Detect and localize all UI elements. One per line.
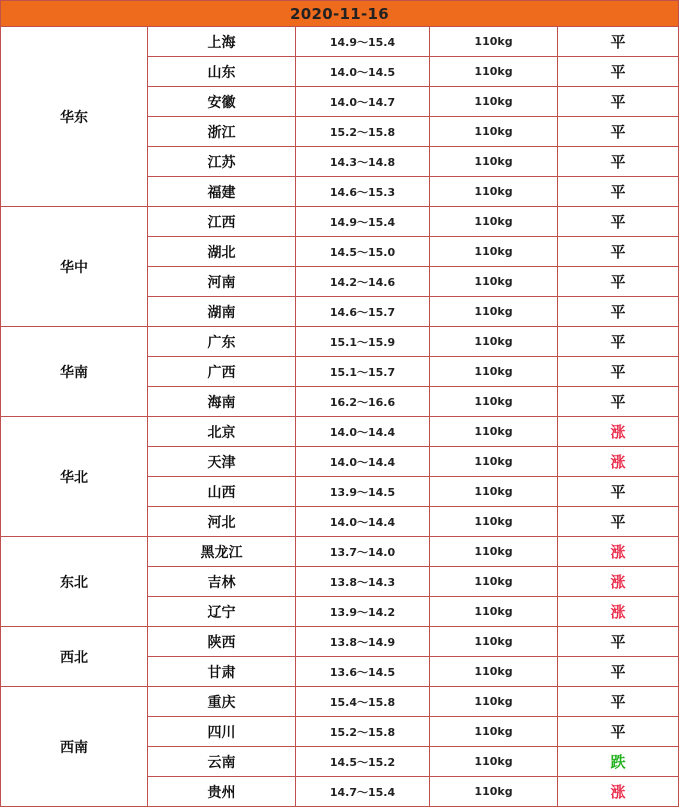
price-cell: 14.5～15.0 (296, 237, 430, 267)
trend-cell: 平 (558, 507, 679, 537)
table-row (1, 687, 679, 717)
table-row (1, 627, 679, 657)
region-cell: 西北 (1, 627, 148, 687)
province-cell: 陕西 (148, 627, 296, 657)
trend-cell: 涨 (558, 567, 679, 597)
trend-cell: 平 (558, 147, 679, 177)
province-cell: 湖南 (148, 297, 296, 327)
trend-cell: 平 (558, 657, 679, 687)
region-cell: 华北 (1, 417, 148, 537)
province-cell: 黑龙江 (148, 537, 296, 567)
province-cell: 天津 (148, 447, 296, 477)
date-header-row (1, 1, 679, 27)
price-cell: 13.8～14.3 (296, 567, 430, 597)
weight-cell: 110kg (430, 357, 558, 387)
weight-cell: 110kg (430, 417, 558, 447)
region-cell: 西南 (1, 687, 148, 807)
table-row (1, 327, 679, 357)
weight-cell: 110kg (430, 477, 558, 507)
price-cell: 14.7～15.4 (296, 777, 430, 807)
weight-cell: 110kg (430, 27, 558, 57)
province-cell: 广东 (148, 327, 296, 357)
region-cell: 华东 (1, 27, 148, 207)
province-cell: 河北 (148, 507, 296, 537)
price-cell: 15.2～15.8 (296, 117, 430, 147)
price-cell: 14.2～14.6 (296, 267, 430, 297)
price-cell: 14.0～14.5 (296, 57, 430, 87)
province-cell: 河南 (148, 267, 296, 297)
table-row (1, 417, 679, 447)
trend-cell: 平 (558, 237, 679, 267)
province-cell: 贵州 (148, 777, 296, 807)
weight-cell: 110kg (430, 147, 558, 177)
trend-cell: 平 (558, 327, 679, 357)
weight-cell: 110kg (430, 237, 558, 267)
province-cell: 辽宁 (148, 597, 296, 627)
trend-cell: 涨 (558, 447, 679, 477)
weight-cell: 110kg (430, 567, 558, 597)
province-cell: 云南 (148, 747, 296, 777)
price-cell: 15.1～15.9 (296, 327, 430, 357)
price-cell: 14.5～15.2 (296, 747, 430, 777)
weight-cell: 110kg (430, 327, 558, 357)
trend-cell: 涨 (558, 597, 679, 627)
table-body (1, 1, 679, 807)
price-cell: 13.7～14.0 (296, 537, 430, 567)
trend-cell: 平 (558, 687, 679, 717)
weight-cell: 110kg (430, 597, 558, 627)
province-cell: 甘肃 (148, 657, 296, 687)
province-cell: 吉林 (148, 567, 296, 597)
weight-cell: 110kg (430, 627, 558, 657)
province-cell: 重庆 (148, 687, 296, 717)
price-cell: 13.8～14.9 (296, 627, 430, 657)
weight-cell: 110kg (430, 177, 558, 207)
province-cell: 江苏 (148, 147, 296, 177)
weight-cell: 110kg (430, 207, 558, 237)
price-cell: 14.9～15.4 (296, 27, 430, 57)
province-cell: 浙江 (148, 117, 296, 147)
weight-cell: 110kg (430, 387, 558, 417)
region-cell: 东北 (1, 537, 148, 627)
trend-cell: 平 (558, 117, 679, 147)
province-cell: 江西 (148, 207, 296, 237)
weight-cell: 110kg (430, 777, 558, 807)
weight-cell: 110kg (430, 687, 558, 717)
trend-cell: 平 (558, 357, 679, 387)
price-cell: 14.0～14.7 (296, 87, 430, 117)
province-cell: 福建 (148, 177, 296, 207)
price-cell: 13.9～14.2 (296, 597, 430, 627)
price-cell: 14.6～15.3 (296, 177, 430, 207)
price-cell: 15.2～15.8 (296, 717, 430, 747)
trend-cell: 平 (558, 477, 679, 507)
trend-cell: 跌 (558, 747, 679, 777)
trend-cell: 平 (558, 717, 679, 747)
trend-cell: 涨 (558, 537, 679, 567)
weight-cell: 110kg (430, 267, 558, 297)
province-cell: 上海 (148, 27, 296, 57)
weight-cell: 110kg (430, 297, 558, 327)
province-cell: 山东 (148, 57, 296, 87)
province-cell: 广西 (148, 357, 296, 387)
price-cell: 13.9～14.5 (296, 477, 430, 507)
province-cell: 北京 (148, 417, 296, 447)
trend-cell: 平 (558, 387, 679, 417)
trend-cell: 平 (558, 87, 679, 117)
price-cell: 13.6～14.5 (296, 657, 430, 687)
region-cell: 华中 (1, 207, 148, 327)
table-row (1, 207, 679, 237)
province-cell: 湖北 (148, 237, 296, 267)
price-cell: 14.0～14.4 (296, 417, 430, 447)
price-cell: 15.1～15.7 (296, 357, 430, 387)
weight-cell: 110kg (430, 537, 558, 567)
trend-cell: 平 (558, 177, 679, 207)
trend-cell: 平 (558, 297, 679, 327)
price-cell: 16.2～16.6 (296, 387, 430, 417)
date-header: 2020-11-16 (1, 1, 679, 27)
weight-cell: 110kg (430, 747, 558, 777)
weight-cell: 110kg (430, 447, 558, 477)
weight-cell: 110kg (430, 87, 558, 117)
price-cell: 14.0～14.4 (296, 507, 430, 537)
weight-cell: 110kg (430, 117, 558, 147)
trend-cell: 平 (558, 57, 679, 87)
trend-cell: 涨 (558, 417, 679, 447)
price-cell: 14.3～14.8 (296, 147, 430, 177)
price-cell: 14.9～15.4 (296, 207, 430, 237)
province-cell: 海南 (148, 387, 296, 417)
weight-cell: 110kg (430, 657, 558, 687)
table-row (1, 537, 679, 567)
trend-cell: 平 (558, 267, 679, 297)
weight-cell: 110kg (430, 57, 558, 87)
price-cell: 14.0～14.4 (296, 447, 430, 477)
province-cell: 山西 (148, 477, 296, 507)
trend-cell: 平 (558, 207, 679, 237)
price-cell: 15.4～15.8 (296, 687, 430, 717)
weight-cell: 110kg (430, 507, 558, 537)
trend-cell: 平 (558, 627, 679, 657)
price-cell: 14.6～15.7 (296, 297, 430, 327)
region-cell: 华南 (1, 327, 148, 417)
trend-cell: 平 (558, 27, 679, 57)
trend-cell: 涨 (558, 777, 679, 807)
weight-cell: 110kg (430, 717, 558, 747)
province-cell: 四川 (148, 717, 296, 747)
table-row (1, 27, 679, 57)
province-cell: 安徽 (148, 87, 296, 117)
